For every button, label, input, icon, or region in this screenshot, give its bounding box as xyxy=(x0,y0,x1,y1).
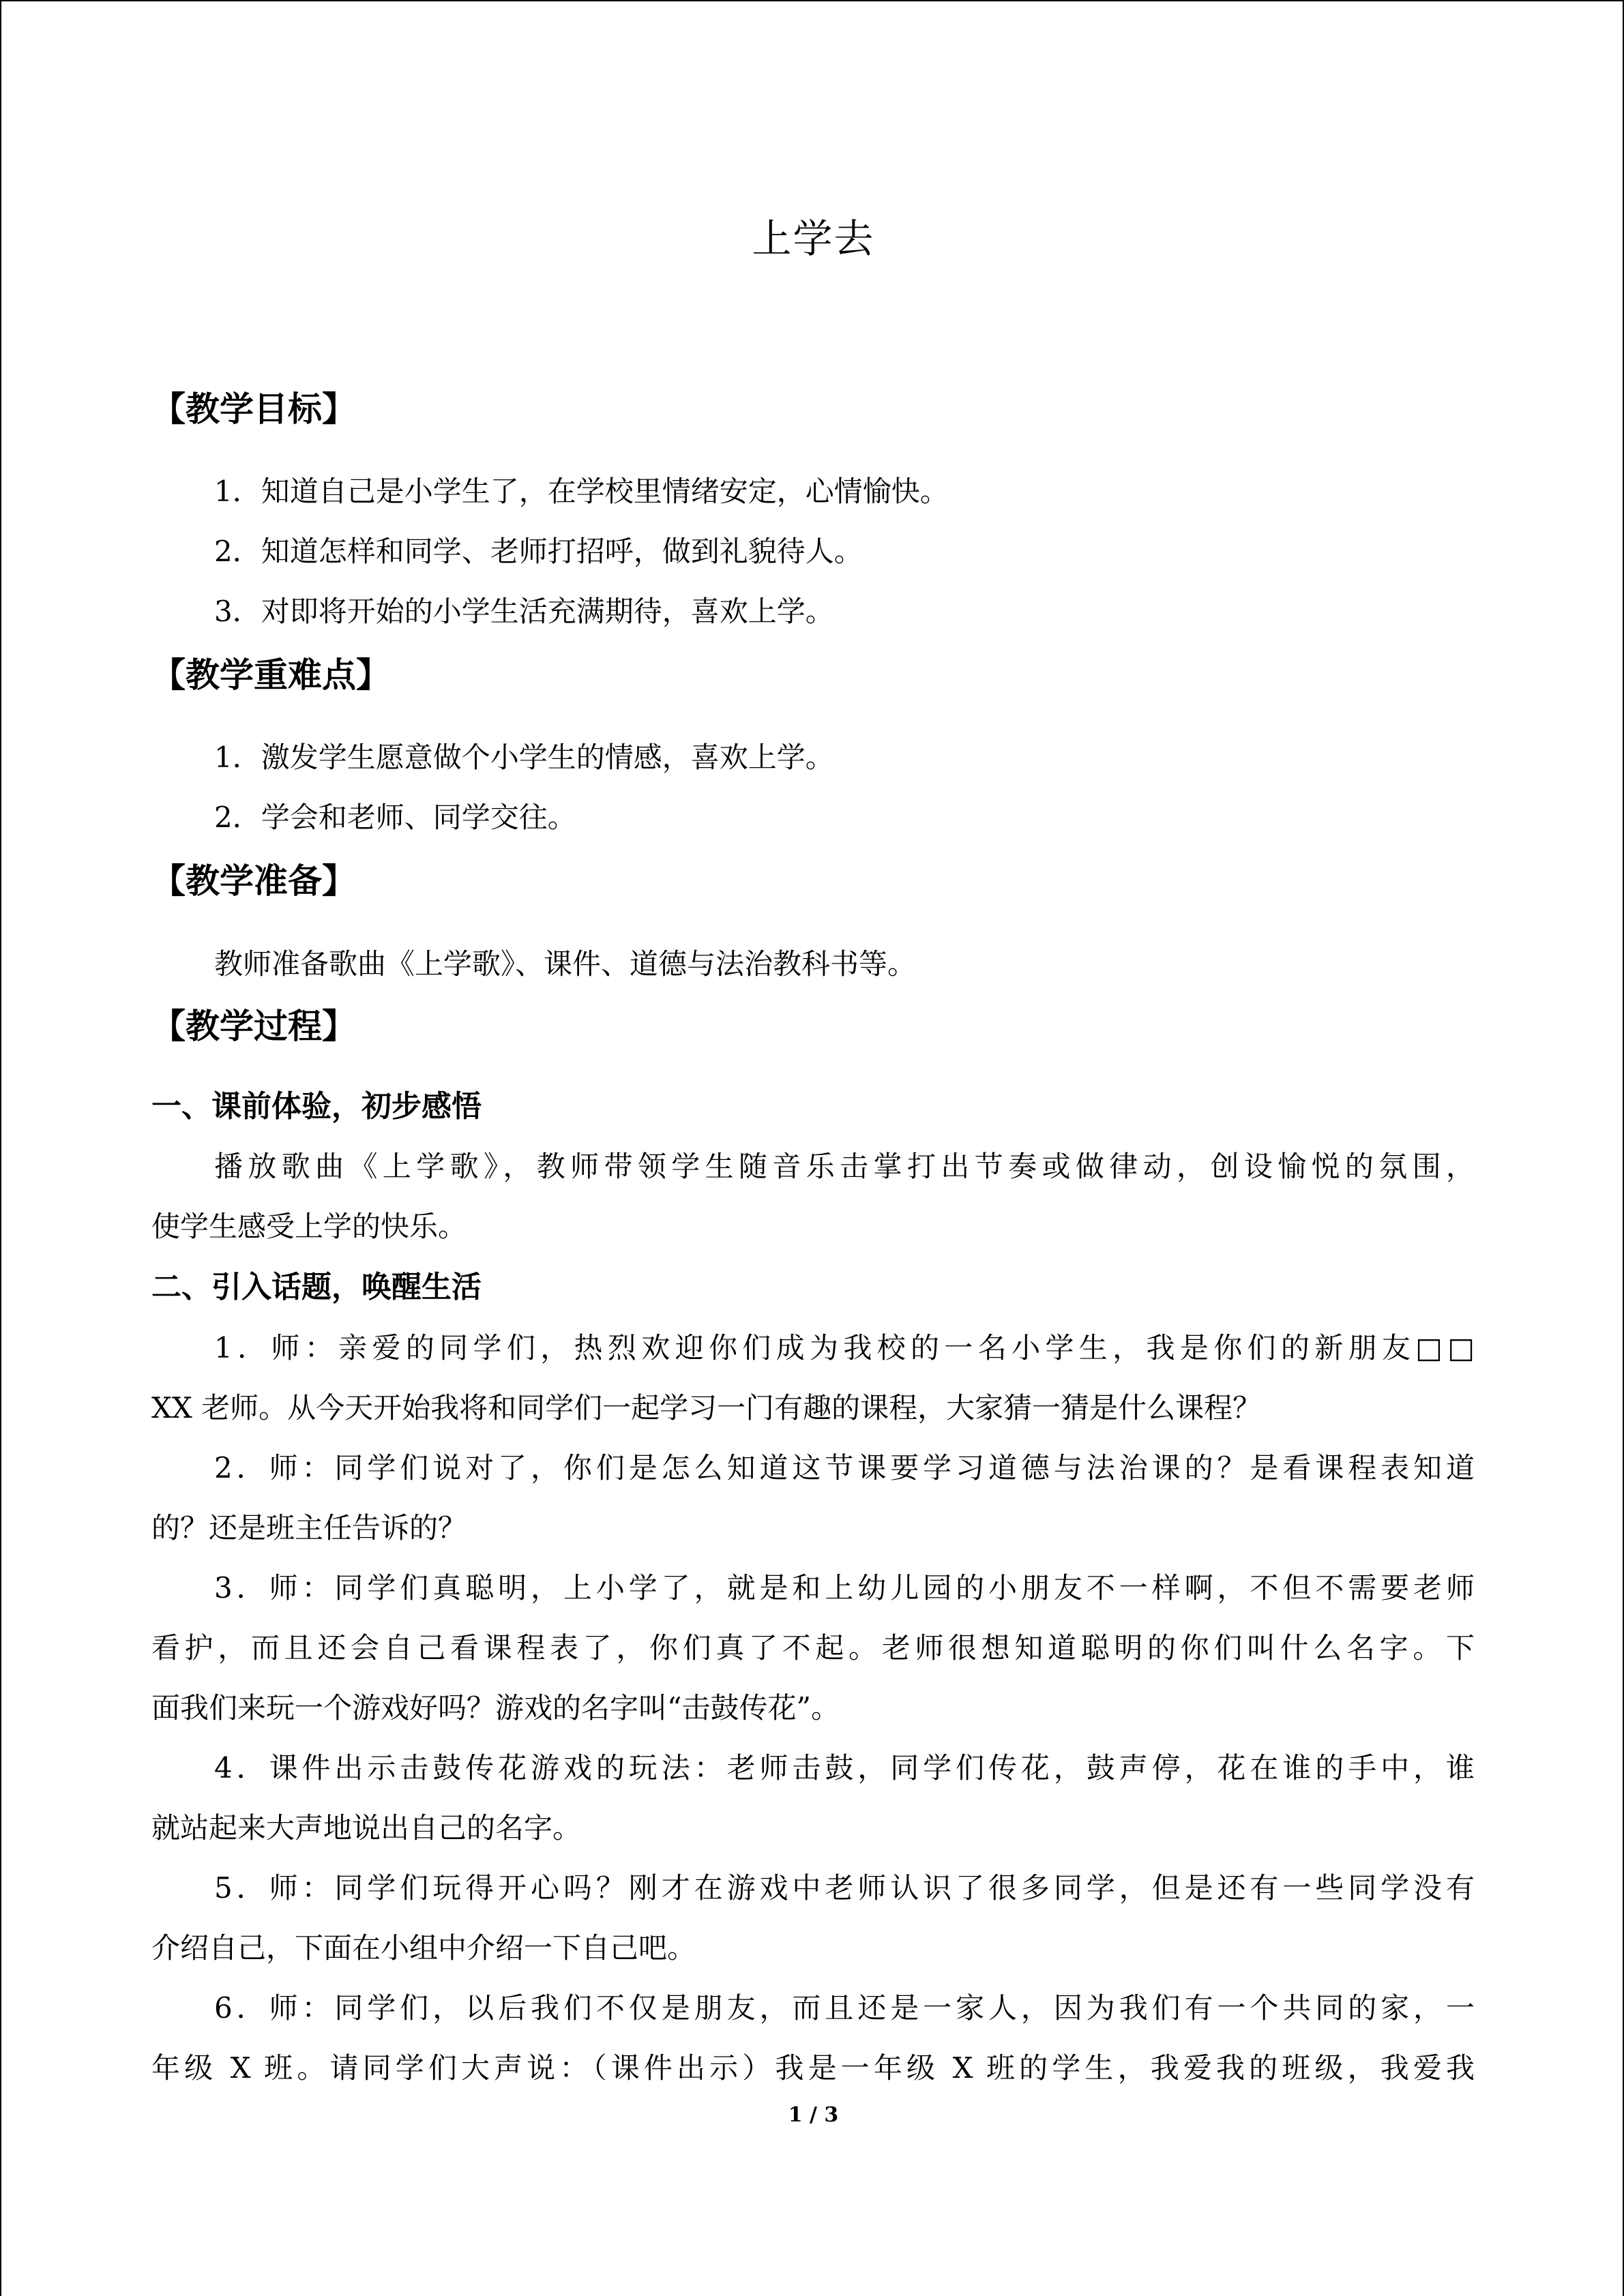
goal-item: 2．知道怎样和同学、老师打招呼，做到礼貌待人。 xyxy=(214,535,863,568)
paragraph-line: 介绍自己，下面在小组中介绍一下自己吧。 xyxy=(151,1931,696,1965)
section-heading-preparation: 【教学准备】 xyxy=(151,861,356,901)
paragraph-line: XX 老师。从今天开始我将和同学们一起学习一门有趣的课程，大家猜一猜是什么课程？ xyxy=(151,1391,1262,1425)
paragraph-line: 年级 X 班。请同学们大声说：（课件出示）我是一年级 X 班的学生，我爱我的班级，我爱我 xyxy=(151,2051,1475,2085)
paragraph-line: 播放歌曲《上学歌》，教师带领学生随音乐击掌打出节奏或做律动，创设愉悦的氛围， xyxy=(214,1150,1475,1183)
page-title: 上学去 xyxy=(752,215,875,262)
process-part1-heading: 一、课前体验，初步感悟 xyxy=(151,1089,482,1124)
paragraph-line: 5．师：同学们玩得开心吗？刚才在游戏中老师认识了很多同学，但是还有一些同学没有 xyxy=(214,1871,1475,1905)
paragraph-line: 1．师：亲爱的同学们，热烈欢迎你们成为我校的一名小学生，我是你们的新朋友□□ xyxy=(214,1331,1475,1365)
section-heading-key-points: 【教学重难点】 xyxy=(151,655,390,695)
section-heading-process: 【教学过程】 xyxy=(151,1006,356,1046)
paragraph-line: 6．师：同学们，以后我们不仅是朋友，而且还是一家人，因为我们有一个共同的家，一 xyxy=(214,1991,1475,2025)
section-heading-goals: 【教学目标】 xyxy=(151,389,356,429)
paragraph-line: 的？还是班主任告诉的？ xyxy=(151,1511,467,1545)
key-point-item: 2．学会和老师、同学交往。 xyxy=(214,801,576,834)
paragraph-line: 使学生感受上学的快乐。 xyxy=(151,1210,467,1243)
goal-item: 3．对即将开始的小学生活充满期待，喜欢上学。 xyxy=(214,595,834,628)
paragraph-line: 4．课件出示击鼓传花游戏的玩法：老师击鼓，同学们传花，鼓声停，花在谁的手中，谁 xyxy=(214,1751,1475,1785)
paragraph-line: 看护，而且还会自己看课程表了，你们真了不起。老师很想知道聪明的你们叫什么名字。下 xyxy=(151,1631,1475,1665)
process-part2-heading: 二、引入话题，唤醒生活 xyxy=(151,1270,482,1304)
goal-item: 1．知道自己是小学生了，在学校里情绪安定，心情愉快。 xyxy=(214,475,949,508)
paragraph-line: 2．师：同学们说对了，你们是怎么知道这节课要学习道德与法治课的？是看课程表知道 xyxy=(214,1451,1475,1485)
page-number: 1 / 3 xyxy=(788,2103,839,2127)
paragraph-line: 面我们来玩一个游戏好吗？游戏的名字叫“击鼓传花”。 xyxy=(151,1691,840,1725)
paragraph-line: 3．师：同学们真聪明，上小学了，就是和上幼儿园的小朋友不一样啊，不但不需要老师 xyxy=(214,1571,1475,1605)
paragraph-line: 就站起来大声地说出自己的名字。 xyxy=(151,1811,582,1845)
preparation-text: 教师准备歌曲《上学歌》、课件、道德与法治教科书等。 xyxy=(214,947,917,981)
key-point-item: 1．激发学生愿意做个小学生的情感，喜欢上学。 xyxy=(214,741,834,774)
